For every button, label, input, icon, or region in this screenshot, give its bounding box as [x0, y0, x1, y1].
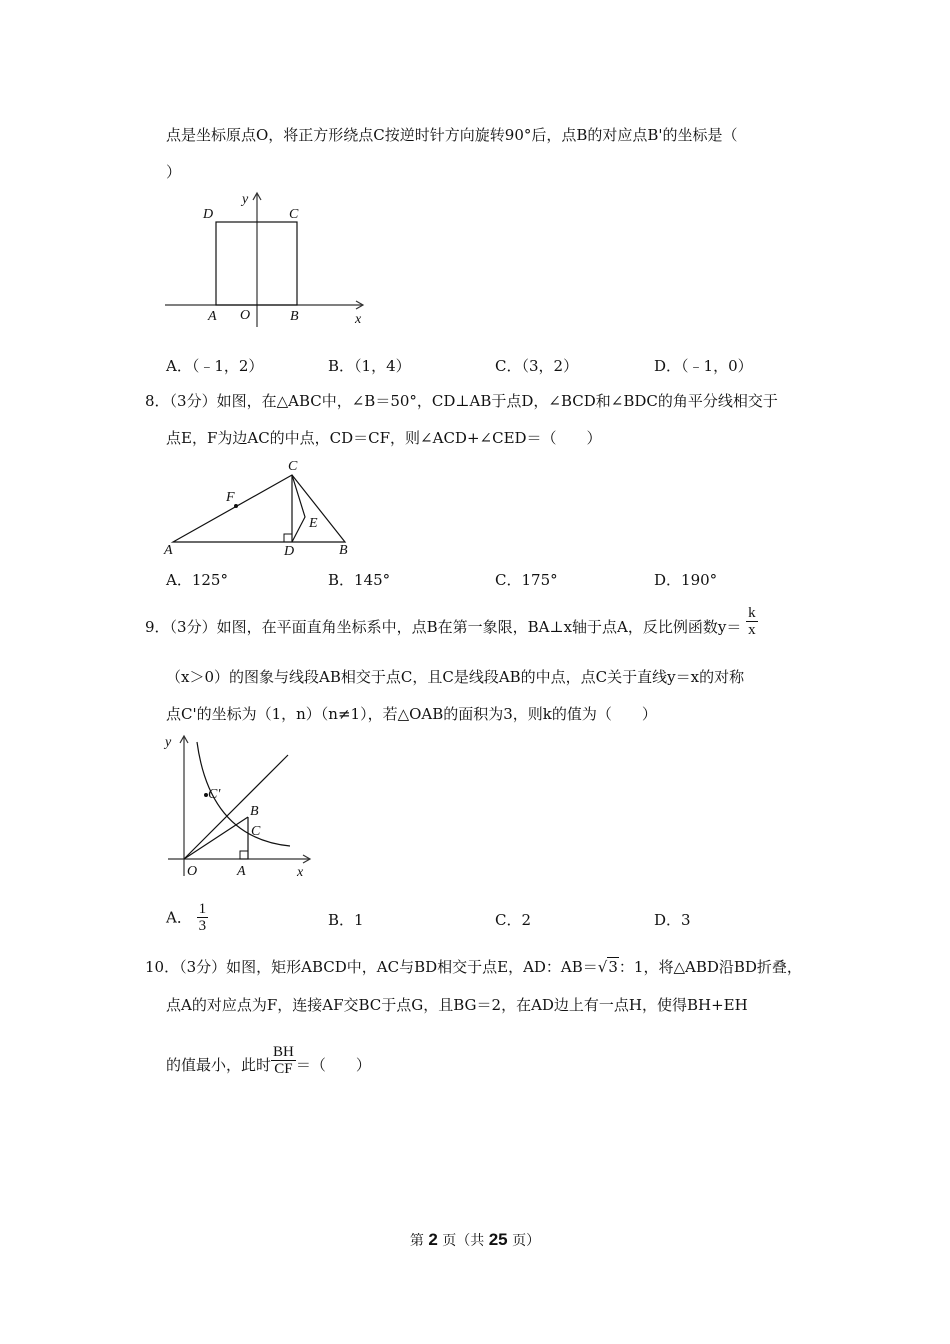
q8-text-line1: 8．（3分）如图，在△ABC中，∠B＝50°，CD⊥AB于点D，∠BCD和∠BDC的角平分线相交于 — [145, 392, 778, 410]
q7-option-c: C．（3，2） — [495, 357, 579, 375]
q9-option-d: D．3 — [654, 911, 691, 929]
q9-label-Cprime: C' — [208, 787, 221, 802]
q7-text-line1: 点是坐标原点O，将正方形绕点C按逆时针方向旋转90°后，点B的对应点B'的坐标是（ — [166, 126, 738, 144]
q7-label-O: O — [240, 308, 251, 323]
q10-fraction-bh-cf: $\frac{BH}{CF}$ — [273, 1043, 294, 1077]
q7-option-a: A．（﹣1，2） — [166, 357, 264, 375]
q10-sqrt: √3 — [597, 958, 618, 976]
q9-label-A: A — [237, 864, 246, 879]
page-footer: 第 2 页（共 25 页） — [409, 1230, 541, 1249]
q8-label-A: A — [164, 543, 173, 558]
q7-label-C: C — [289, 207, 299, 222]
q7-label-B: B — [290, 309, 299, 324]
q9-right-angle-mark — [240, 851, 248, 859]
q8-text-line2: 点E，F为边AC的中点，CD＝CF，则∠ACD+∠CED＝（ ） — [166, 429, 602, 447]
q10-text-line3: 的值最小，此时 $\frac{BH}{CF}$ ＝（ ） — [166, 1043, 371, 1077]
q7-label-A: A — [208, 309, 217, 324]
q7-label-y: y — [242, 192, 249, 207]
q8-point-f — [234, 504, 238, 508]
q8-label-B: B — [339, 543, 348, 558]
q7-option-b: B．（1，4） — [328, 357, 411, 375]
q9-label-C: C — [251, 824, 261, 839]
q9-label-O: O — [187, 864, 198, 879]
q8-label-F: F — [226, 490, 235, 505]
q8-option-b: B．145° — [328, 571, 391, 589]
q8-option-a: A．125° — [166, 571, 228, 589]
q9-fraction-k-over-x: $\frac{k}{x}$ — [748, 604, 756, 638]
q9-label-y: y — [165, 735, 172, 750]
q8-option-d: D．190° — [654, 571, 718, 589]
q7-option-d: D．（﹣1，0） — [654, 357, 753, 375]
q8-label-E: E — [309, 516, 318, 531]
q8-label-C: C — [288, 459, 298, 474]
page-total: 25 — [488, 1230, 508, 1249]
q9-text-line3: 点C'的坐标为（1，n）（n≠1），若△OAB的面积为3，则k的值为（ ） — [166, 705, 657, 723]
q7-label-x: x — [355, 312, 362, 327]
q8-segments-ce-de — [292, 475, 305, 542]
q9-option-c: C．2 — [495, 911, 532, 929]
q7-text-line2: ） — [166, 163, 182, 181]
q9-label-B: B — [250, 804, 259, 819]
q9-option-a: A． $\frac{1}{3}$ — [166, 901, 207, 934]
q9-label-x: x — [297, 865, 304, 880]
q9-figure — [160, 728, 320, 883]
q10-text-line2: 点A的对应点为F，连接AF交BC于点G，且BG＝2，在AD边上有一点H，使得BH+EH — [166, 996, 748, 1014]
q9-segment-ob — [184, 817, 248, 859]
q7-figure — [160, 185, 375, 330]
q9-option-a-fraction: $\frac{1}{3}$ — [198, 901, 207, 934]
q8-label-D: D — [284, 544, 295, 559]
q9-text-line2: （x＞0）的图象与线段AB相交于点C，且C是线段AB的中点，点C关于直线y＝x的对称 — [166, 668, 745, 686]
q9-option-b: B．1 — [328, 911, 364, 929]
q8-right-angle-mark — [284, 534, 292, 542]
q9-text-line1: 9．（3分）如图，在平面直角坐标系中，点B在第一象限，BA⊥x轴于点A，反比例函数y＝ $\frac{k}{x}$ — [145, 604, 756, 638]
q10-text-line1: 10．（3分）如图，矩形ABCD中，AC与BD相交于点E，AD：AB＝√3：1，将△ABD沿BD折叠， — [145, 958, 802, 976]
q7-label-D: D — [203, 207, 214, 222]
q8-figure — [160, 455, 360, 560]
page-number: 2 — [428, 1230, 438, 1249]
q8-triangle-abc — [173, 475, 345, 542]
q8-option-c: C．175° — [495, 571, 558, 589]
